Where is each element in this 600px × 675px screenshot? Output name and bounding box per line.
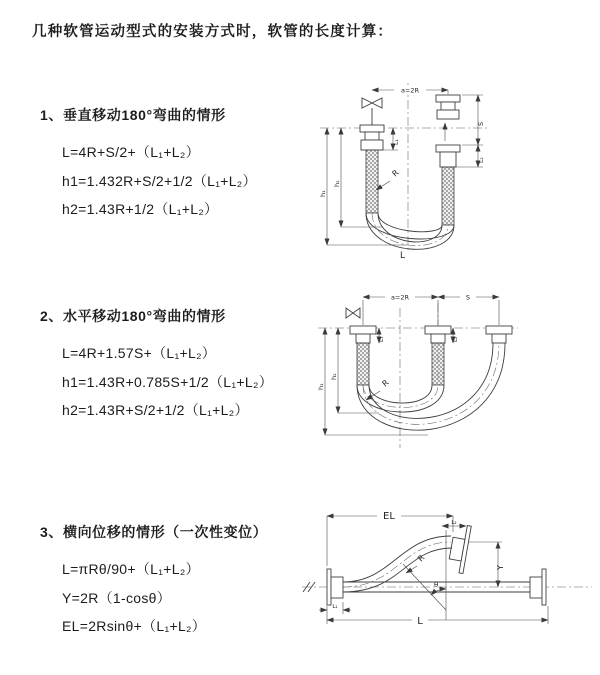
formula-line: h2=1.43R+1/2（L₁+L₂） — [62, 201, 219, 217]
section-1 — [40, 105, 257, 224]
dim-label-l2: L₂ — [453, 336, 459, 342]
section-1-heading: 1、垂直移动180°弯曲的情形 — [40, 107, 226, 123]
dim-label-l1: L₁ — [393, 139, 400, 145]
section-3-formulas — [62, 555, 267, 641]
braided-hose-section — [366, 150, 378, 213]
moving-end-fitting-original — [425, 326, 451, 385]
dim-label-h1: h₁ — [319, 190, 327, 197]
section-1-formulas — [62, 138, 257, 224]
dim-label-theta: θ — [434, 581, 439, 589]
dim-label-a2r: a=2R — [390, 293, 410, 302]
r-leader-arrow — [366, 391, 380, 400]
section-2-heading: 2、水平移动180°弯曲的情形 — [40, 308, 226, 324]
dim-label-h2: h₂ — [330, 373, 338, 380]
section-3-heading: 3、横向位移的情形（一次性变位） — [40, 524, 268, 540]
dim-label-y: Y — [496, 565, 505, 570]
formula-line: Y=2R（1-cosθ） — [62, 589, 172, 606]
valve-icon — [362, 98, 382, 125]
right-end-fitting-lower — [436, 145, 460, 225]
dim-label-h2: h₂ — [333, 180, 341, 187]
braided-hose-section — [357, 343, 369, 385]
dim-label-s: S — [465, 293, 471, 302]
dim-label-l2: L₂ — [478, 157, 485, 163]
hose-u-bend — [357, 343, 505, 430]
section-3 — [40, 522, 267, 641]
dim-label-r: R — [380, 378, 391, 389]
dim-label-l1: L₁ — [332, 604, 338, 610]
formula-line: L=4R+1.57S+（L₁+L₂） — [62, 345, 217, 361]
formula-line: L=πRθ/90+（L₁+L₂） — [62, 561, 200, 577]
dim-label-s: S — [477, 121, 485, 126]
formula-line: h1=1.432R+S/2+1/2（L₁+L₂） — [62, 172, 257, 189]
formula-line: h1=1.43R+0.785S+1/2（L₁+L₂） — [62, 373, 273, 390]
dim-label-l: L — [400, 251, 406, 260]
displaced-flange — [447, 523, 471, 573]
left-end-fitting — [360, 125, 384, 213]
hose-u-bend — [366, 213, 454, 249]
section-2 — [40, 306, 273, 425]
left-flange — [327, 569, 343, 605]
formula-line: L=4R+S/2+（L₁+L₂） — [62, 144, 200, 160]
section-2-formulas — [62, 339, 273, 425]
diagram-vertical-move-180-bend — [315, 75, 590, 260]
formula-line: h2=1.43R+S/2+1/2（L₁+L₂） — [62, 402, 249, 418]
dim-label-el: EL — [383, 511, 395, 522]
left-end-fitting — [350, 326, 376, 385]
dim-label-l: L — [417, 616, 423, 627]
braided-hose-section — [432, 343, 444, 385]
braided-hose-section — [442, 167, 454, 225]
r-leader-arrow — [406, 566, 417, 573]
diagram-lateral-displacement — [300, 502, 598, 650]
moving-end-fitting-shifted — [486, 326, 512, 343]
diagram-horizontal-move-180-bend — [313, 283, 600, 458]
dim-label-r: R — [416, 553, 427, 564]
dim-label-l2: L₂ — [451, 520, 457, 526]
formula-line: EL=2Rsinθ+（L₁+L₂） — [62, 618, 207, 634]
dim-label-l1: L₁ — [379, 336, 385, 342]
dim-label-a2r: a=2R — [400, 86, 420, 95]
right-end-fitting-upper — [436, 95, 460, 119]
valve-icon — [346, 308, 360, 318]
page-title: 几种软管运动型式的安装方式时，软管的长度计算： — [32, 24, 394, 40]
dim-label-r: R — [390, 168, 401, 179]
right-flange-original — [530, 569, 546, 605]
dim-label-h1: h₁ — [317, 383, 325, 390]
